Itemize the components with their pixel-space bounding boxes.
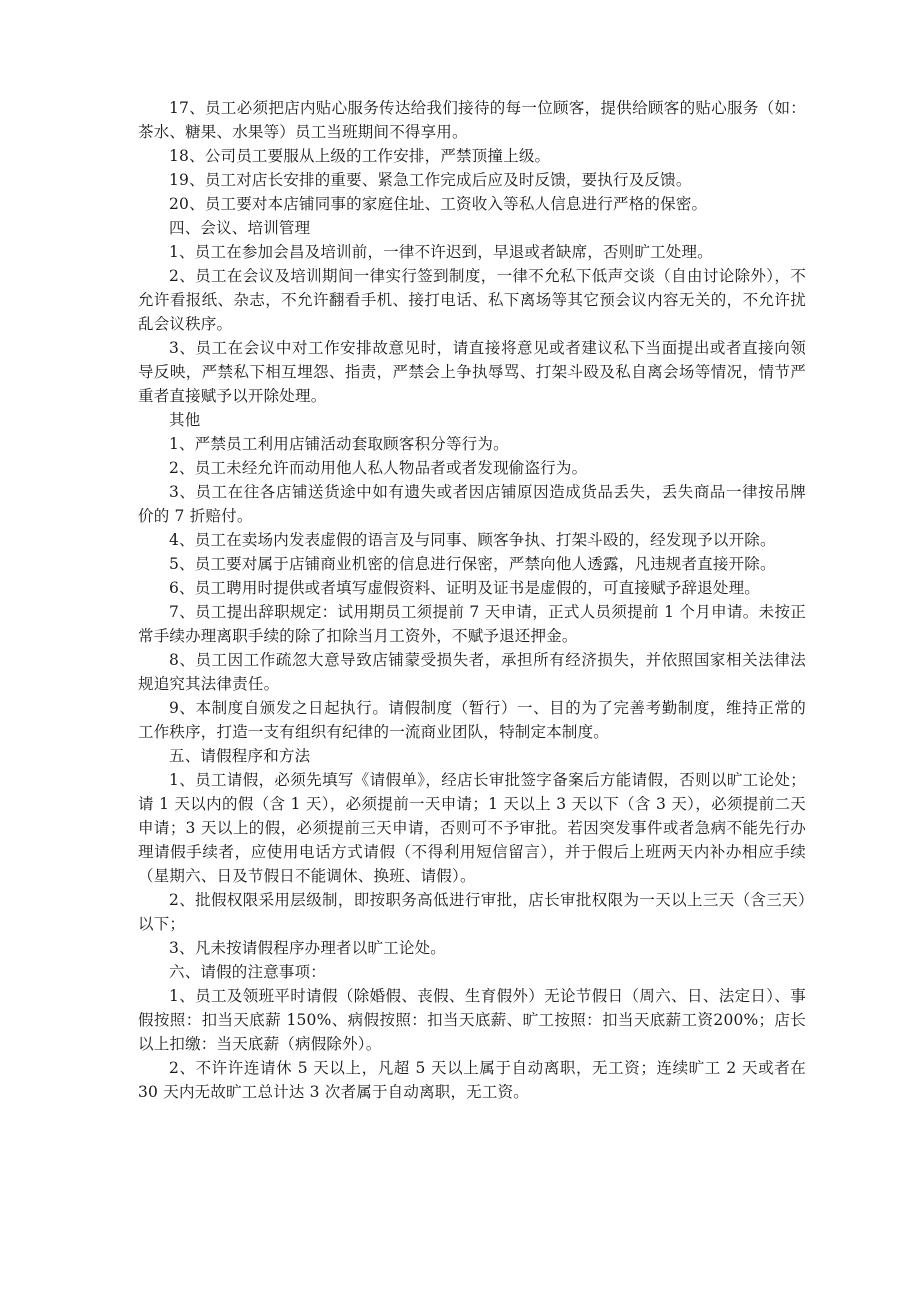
leave-note-2: 2、不许许连请休 5 天以上，凡超 5 天以上属于自动离职，无工资；连续旷工 2 天或者在 30 天内无故旷工总计达 3 次者属于自动离职，无工资。 xyxy=(138,1059,806,1101)
paragraph-20: 20、员工要对本店铺同事的家庭住址、工资收入等私人信息进行严格的保密。 xyxy=(169,195,708,213)
other-rule-7: 7、员工提出辞职规定：试用期员工须提前 7 天申请，正式人员须提前 1 个月申请。未按正常手续办理离职手续的除了扣除当月工资外，不赋予退还押金。 xyxy=(138,603,806,645)
meeting-rule-1: 1、员工在参加会昌及培训前，一律不许迟到，早退或者缺席，否则旷工处理。 xyxy=(169,243,713,261)
other-rule-6: 6、员工聘用时提供或者填写虚假资料、证明及证书是虚假的，可直接赋予辞退处理。 xyxy=(169,579,760,597)
leave-procedure-1: 1、员工请假，必须先填写《请假单》，经店长审批签字备案后方能请假，否则以旷工论处；请 1 天以内的假（含 1 天），必须提前一天申请；1 天以上 3 天以下（含 3 天），必须提前二天申请；3 天以上的假，必须提前三天申请，否则可不予审批。若因突发事件或者急病不能先行办理请假手续者，应使用电话方式请假（不得利用短信留言），并于假后上班两天内补办相应手续（星期六、日及节假日不能调休、换班、请假）。 xyxy=(138,771,806,885)
paragraph-18: 18、公司员工要服从上级的工作安排，严禁顶撞上级。 xyxy=(169,147,551,165)
other-rule-2: 2、员工未经允许而动用他人私人物品者或者发现偷盗行为。 xyxy=(169,459,588,477)
paragraph-17: 17、员工必须把店内贴心服务传达给我们接待的每一位顾客，提供给顾客的贴心服务（如：茶水、糖果、水果等）员工当班期间不得享用。 xyxy=(138,99,806,141)
other-rule-5: 5、员工要对属于店铺商业机密的信息进行保密，严禁向他人透露，凡违规者直接开除。 xyxy=(169,555,776,573)
other-rule-8: 8、员工因工作疏忽大意导致店铺蒙受损失者，承担所有经济损失，并依照国家相关法律法规追究其法律责任。 xyxy=(138,651,806,693)
section-heading-leave-notes: 六、请假的注意事项： xyxy=(169,963,327,981)
section-heading-other: 其他 xyxy=(169,411,201,429)
other-rule-9: 9、本制度自颁发之日起执行。请假制度（暂行）一、目的为了完善考勤制度，维持正常的工作秩序，打造一支有组织有纪律的一流商业团队，特制定本制度。 xyxy=(138,699,806,741)
section-heading-leave-procedure: 五、请假程序和方法 xyxy=(169,747,311,765)
other-rule-3: 3、员工在往各店铺送货途中如有遗失或者因店铺原因造成货品丢失，丢失商品一律按吊牌价的 7 折赔付。 xyxy=(138,483,806,525)
meeting-rule-2: 2、员工在会议及培训期间一律实行签到制度，一律不允私下低声交谈（自由讨论除外），不允许看报纸、杂志，不允许翻看手机、接打电话、私下离场等其它预会议内容无关的，不允许扰乱会议秩序。 xyxy=(138,267,806,333)
document-page xyxy=(138,96,806,1104)
section-heading-meeting-training: 四、会议、培训管理 xyxy=(169,219,311,237)
leave-procedure-3: 3、凡未按请假程序办理者以旷工论处。 xyxy=(169,939,446,957)
other-rule-4: 4、员工在卖场内发表虚假的语言及与同事、顾客争执、打架斗殴的，经发现予以开除。 xyxy=(169,531,776,549)
leave-procedure-2: 2、批假权限采用层级制，即按职务高低进行审批，店长审批权限为一天以上三天（含三天）以下； xyxy=(138,891,806,933)
meeting-rule-3: 3、员工在会议中对工作安排故意见时，请直接将意见或者建议私下当面提出或者直接向领导反映，严禁私下相互埋怨、指责，严禁会上争执辱骂、打架斗殴及私自离会场等情况，情节严重者直接赋予以开除处理。 xyxy=(138,339,806,405)
other-rule-1: 1、严禁员工利用店铺活动套取顾客积分等行为。 xyxy=(169,435,509,453)
leave-note-1: 1、员工及领班平时请假（除婚假、丧假、生育假外）无论节假日（周六、日、法定日）、事假按照：扣当天底薪 150%、病假按照：扣当天底薪、旷工按照：扣当天底薪工资200%；店长以上扣缴：当天底薪（病假除外）。 xyxy=(138,987,806,1053)
paragraph-19: 19、员工对店长安排的重要、紧急工作完成后应及时反馈，要执行及反馈。 xyxy=(169,171,692,189)
